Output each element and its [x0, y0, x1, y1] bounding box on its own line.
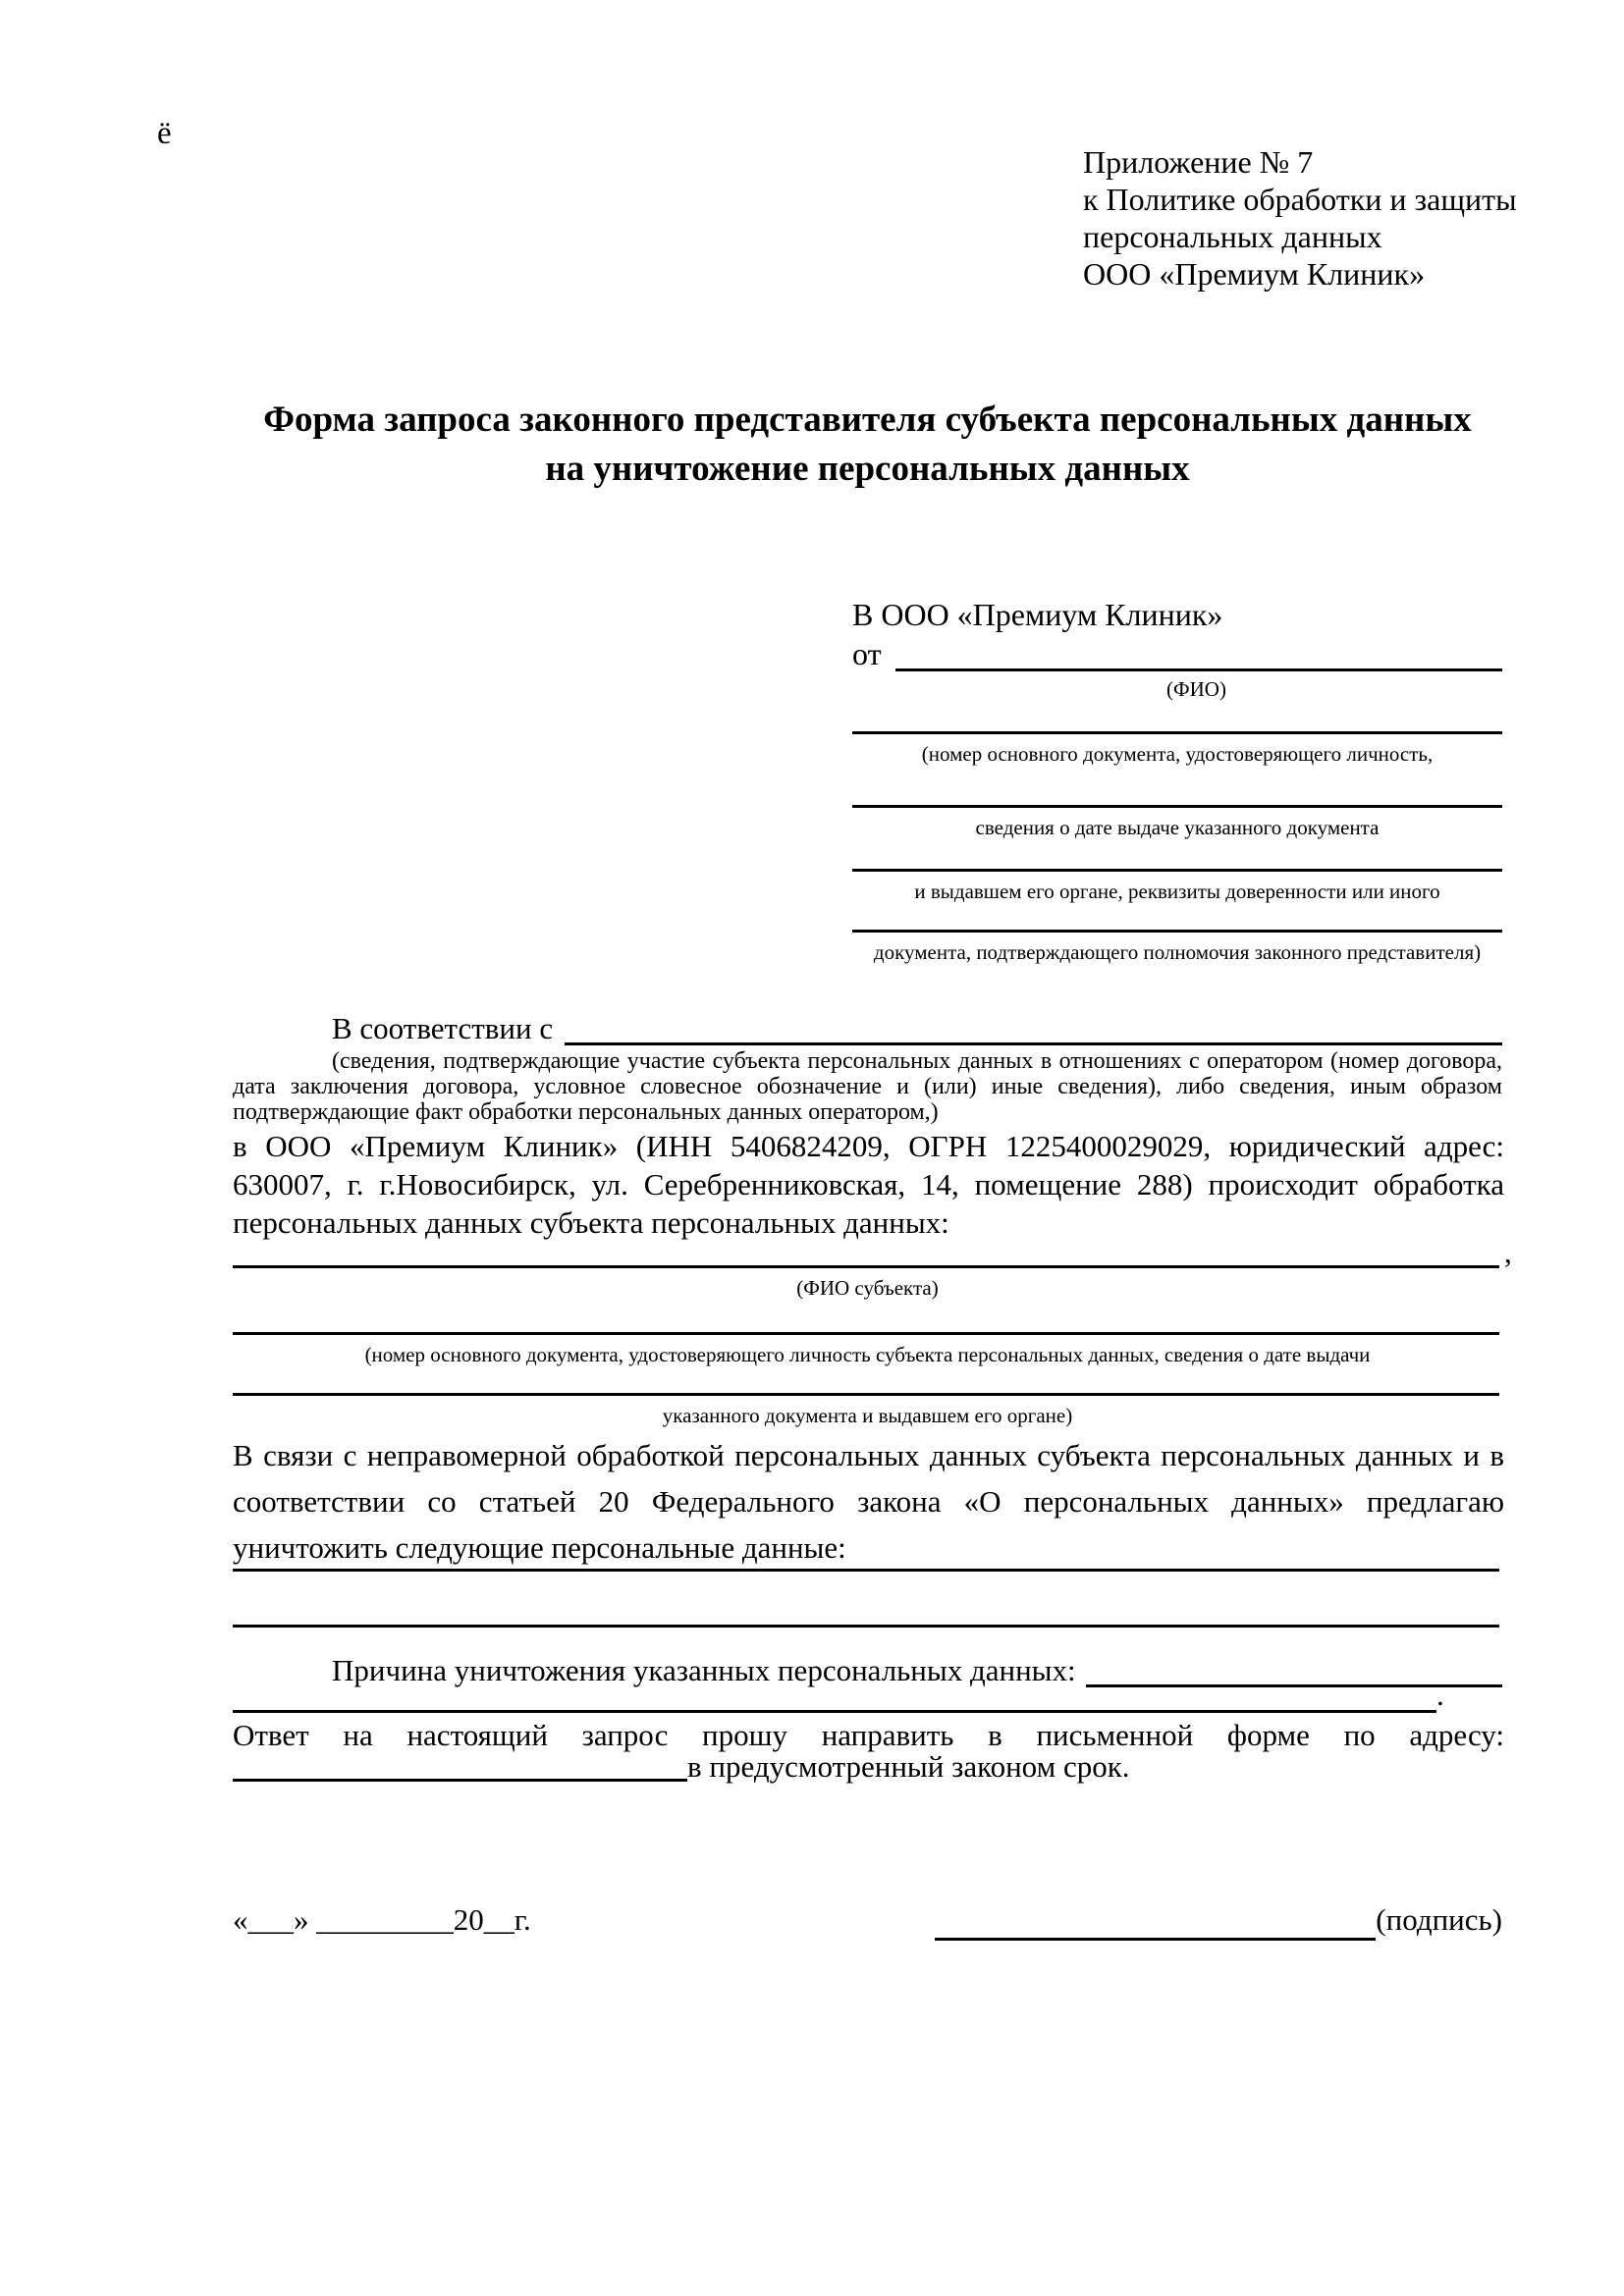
addressee-org: В ООО «Премиум Клиник»	[852, 597, 1223, 632]
operator-paragraph: в ООО «Премиум Клиник» (ИНН 5406824209, ОГРН 1225400029029, юридический адрес: 630007, г. г.Новосибирск, ул. Серебренниковская, 14, помещение 288) происходит обработка персональных данных субъекта персональных данных:	[233, 1129, 1504, 1240]
trailing-period: .	[1436, 1678, 1444, 1712]
subject-fio-caption: (ФИО субъекта)	[796, 1276, 939, 1300]
id-line-caption: (номер основного документа, удостоверяющего личность,	[921, 742, 1434, 766]
appendix-header-line: персональных данных	[1083, 219, 1382, 254]
reason-continuation-row	[233, 1678, 1502, 1713]
from-label: от	[852, 636, 882, 671]
id-fill-line	[852, 930, 1502, 933]
stray-character: ё	[157, 116, 172, 151]
subject-fio-fill-line	[233, 1265, 1499, 1268]
subject-doc-caption: (номер основного документа, удостоверяющего личность субъекта персональных данных, сведения о дате выдачи	[364, 1343, 1371, 1366]
appendix-header	[1083, 143, 1517, 293]
reason-label: Причина уничтожения указанных персональных данных:	[332, 1653, 1076, 1687]
answer-tail-row	[233, 1749, 1502, 1785]
reason-fill-line	[233, 1678, 1436, 1713]
date-field: «___» _________20__г.	[233, 1902, 531, 1937]
accordance-row	[233, 1011, 1502, 1046]
trailing-comma: ,	[1504, 1235, 1512, 1269]
subject-doc-fill-line	[233, 1393, 1499, 1396]
subject-doc-fill-line	[233, 1332, 1499, 1335]
appendix-header-line: к Политике обработки и защиты	[1083, 182, 1517, 217]
fio-fill-line	[895, 636, 1502, 671]
answer-paragraph: Ответ на настоящий запрос прошу направить в письменной форме по адресу:	[233, 1718, 1504, 1752]
accordance-note: (сведения, подтверждающие участие субъекта персональных данных в отношениях с оператором (номер договора, дата заключения договора, условное словесное обозначение и (или) иные сведения), либо сведения, иным образом подтверждающие факт обработки персональных данных оператором,)	[233, 1048, 1502, 1125]
document-title-line: Форма запроса законного представителя субъекта персональных данных	[263, 400, 1472, 440]
blank-fill-line	[233, 1625, 1499, 1628]
appendix-header-line: Приложение № 7	[1083, 144, 1314, 180]
id-fill-line	[852, 805, 1502, 808]
signature-fill-line	[935, 1902, 1376, 1941]
id-line-caption: сведения о дате выдаче указанного документа	[975, 816, 1380, 839]
document-title-line: на уничтожение персональных данных	[545, 449, 1190, 489]
appendix-header-line: ООО «Премиум Клиник»	[1083, 256, 1426, 292]
accordance-label: В соответствии с	[332, 1011, 554, 1045]
subject-doc-caption: указанного документа и выдавшем его органе)	[662, 1404, 1073, 1427]
fio-caption: (ФИО)	[1166, 677, 1226, 701]
signature-row	[935, 1902, 1502, 1941]
signature-caption: (подпись)	[1376, 1902, 1502, 1937]
address-fill-line	[233, 1749, 687, 1782]
accordance-fill-line	[565, 1011, 1502, 1045]
destruction-paragraph: В связи с неправомерной обработкой персональных данных субъекта персональных данных и в соответствии со статьей 20 Федерального закона «О персональных данных» предлагаю уничтожить следующие персональные данные:	[233, 1438, 1504, 1565]
id-line-caption: документа, подтверждающего полномочия законного представителя)	[873, 940, 1482, 964]
answer-tail-text: в предусмотренный законом срок.	[687, 1749, 1130, 1784]
id-fill-line	[852, 869, 1502, 872]
blank-fill-line	[233, 1569, 1499, 1572]
id-fill-line	[852, 731, 1502, 734]
from-row	[852, 636, 1502, 672]
id-line-caption: и выдавшем его органе, реквизиты доверенности или иного	[914, 880, 1440, 903]
document-title	[233, 396, 1502, 494]
